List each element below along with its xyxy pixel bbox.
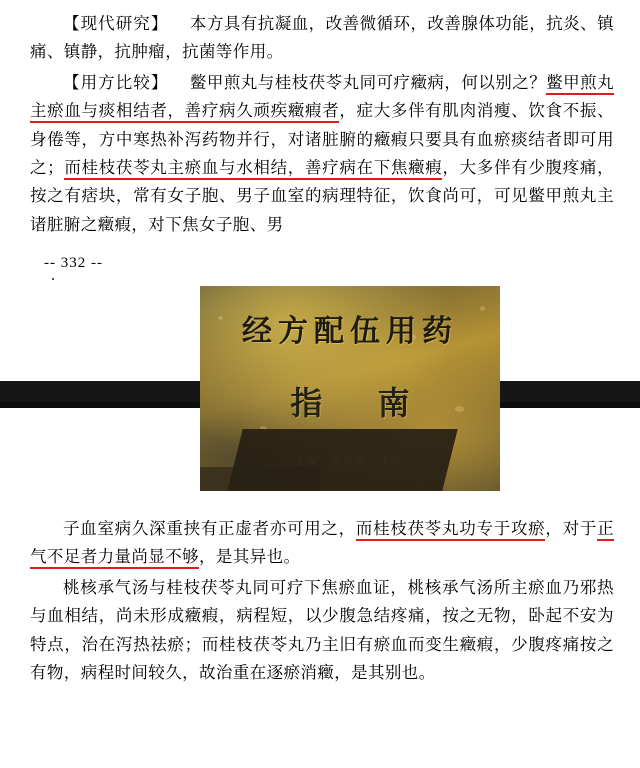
cover-shadow-shape-secondary: [200, 467, 320, 491]
highlight-underline-3: 而桂枝茯苓丸功专于攻瘀: [356, 519, 546, 541]
paragraph-text: 桃核承气汤与桂枝茯苓丸同可疗下焦瘀血证，桃核承气汤所主瘀血乃邪热与血相结，尚未形成癥瘕，病程短，以少腹急结疼痛，按之无物，卧起不安为特点，治在泻热祛瘀；而桂枝茯苓丸乃主旧有瘀血而变生癥瘕，少腹疼痛按之有物，病程时间较久，故治重在逐瘀消癥，是其别也。: [30, 577, 614, 682]
cover-authors: 主编 周执昌 王行: [295, 456, 404, 466]
margin-dot-mark: [52, 278, 54, 280]
section-heading-modern-research: 【现代研究】: [63, 14, 169, 33]
book-cover-image: [200, 286, 500, 491]
paragraph-text-run-0: 鳖甲煎丸与桂枝茯苓丸同可疗癥病，何以别之？: [189, 72, 547, 92]
page-number: -- 332 --: [44, 255, 103, 271]
section-heading-formula-comparison: 【用方比较】: [63, 72, 169, 92]
top-text-section: [30, 10, 614, 280]
paragraph-text: 本方具有抗凝血，改善微循环，改善腺体功能，抗炎、镇痛、镇静，抗肿瘤，抗菌等作用。: [30, 14, 615, 62]
paragraph-comparison-continued: [30, 515, 614, 572]
book-cover-figure: [30, 286, 614, 501]
paragraph-taohe-comparison: [30, 574, 614, 688]
cover-subtitle: 指 南: [290, 384, 432, 422]
paragraph-text-run-0: 子血室病久深重挟有正虚者亦可用之，: [63, 519, 356, 538]
paragraph-modern-research: [30, 10, 614, 67]
highlight-underline-1: 鳖甲煎丸主瘀血与痰相结者，善疗病久顽疾癥瘕者: [30, 73, 614, 123]
paragraph-formula-comparison: [30, 69, 614, 239]
highlight-underline-2: 而桂枝茯苓丸主瘀血与水相结，善疗病在下焦癥瘕: [64, 158, 442, 180]
paragraph-text-run-2: ，症大多伴有肌肉消瘦、饮食不振、身倦等，方中寒热补泻药物并行，对诸脏腑的癥瘕只要具有血瘀痰结者即可用之；: [30, 101, 614, 177]
bottom-text-section: [30, 515, 614, 687]
paragraph-text-run-4: ，大多伴有少腹疼痛，按之有痞块，常有女子胞、男子血室的病理特征，饮食尚可，可见鳖甲煎丸主诸脏腑之癥瘕，对下焦女子胞、男: [30, 157, 614, 234]
paragraph-text-run-2: ，对于: [545, 519, 598, 538]
paragraph-text-run-4: ，是其异也。: [199, 547, 301, 567]
highlight-underline-4: 正气不足者力量尚显不够: [30, 519, 614, 569]
cover-title: 经方配伍用药: [242, 314, 458, 349]
